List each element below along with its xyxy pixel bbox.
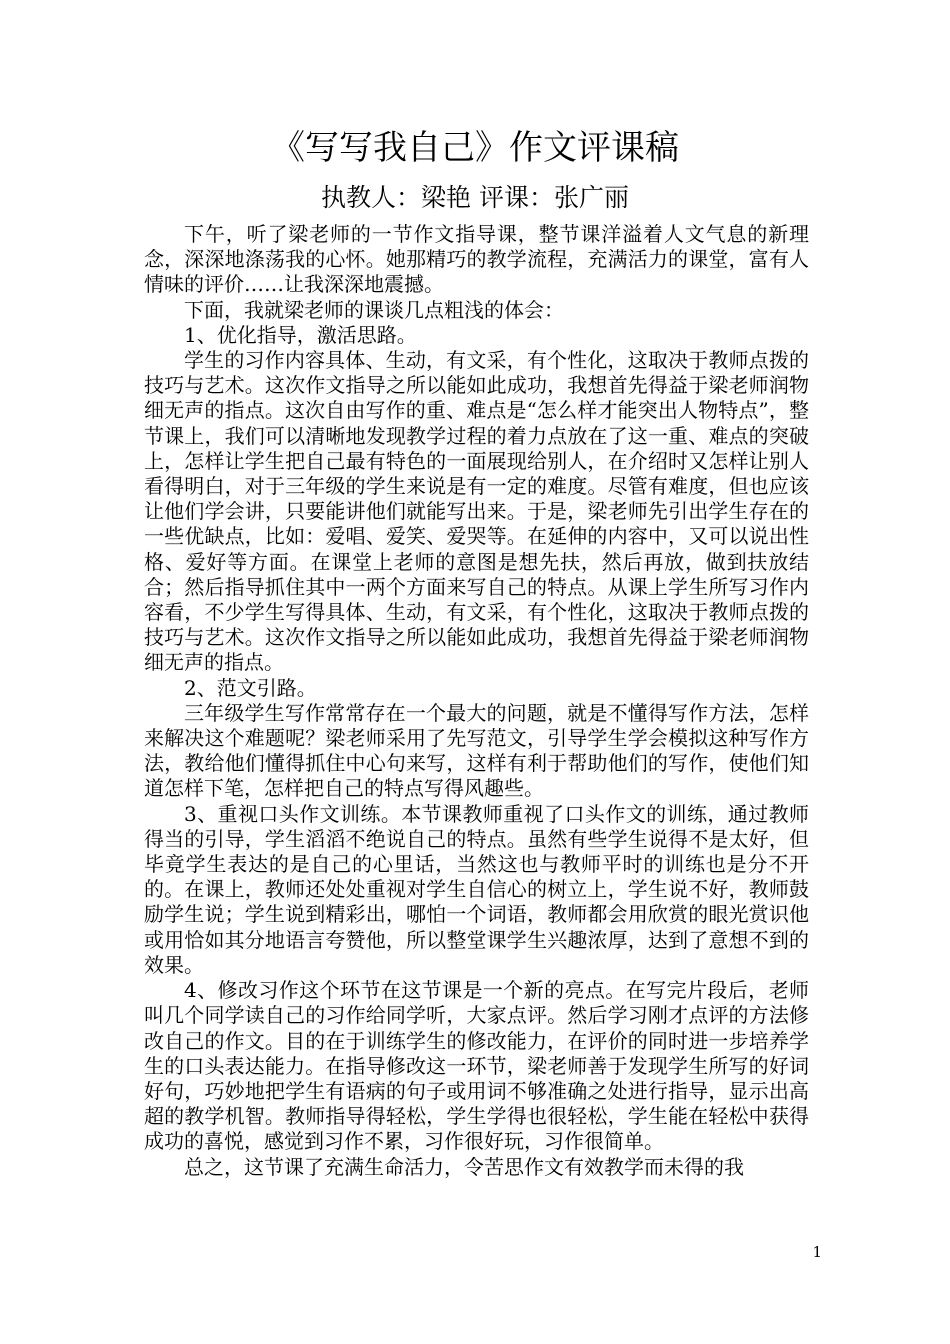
paragraph-lead: 下面，我就梁老师的课谈几点粗浅的体会： (184, 297, 564, 322)
document-body (144, 222, 809, 1180)
paragraph-section-4: 4、修改习作这个环节在这节课是一个新的亮点。在写完片段后，老师叫几个同学读自己的习作给同学听，大家点评。然后学习刚才点评的方法修改自己的作文。目的在于训练学生的修改能力，在评价的同时进一步培养学生的口头表达能力。在指导修改这一环节，梁老师善于发现学生所写的好词好句，巧妙地把学生有语病的句子或用词不够准确之处进行指导，显示出高超的教学机智。教师指导得轻松，学生学得也很轻松，学生能在轻松中获得成功的喜悦，感觉到习作不累，习作很好玩，习作很简单。 (144, 978, 809, 1154)
paragraph-conclusion: 总之，这节课了充满生命活力，令苦思作文有效教学而未得的我 (184, 1154, 744, 1179)
paragraph-intro: 下午，听了梁老师的一节作文指导课，整节课洋溢着人文气息的新理念，深深地涤荡我的心怀。她那精巧的教学流程，充满活力的课堂，富有人情味的评价……让我深深地震撼。 (144, 222, 809, 297)
section-heading-2: 2、范文引路。 (184, 675, 317, 700)
document-subtitle: 执教人：梁艳 评课：张广丽 (321, 183, 629, 212)
page-number: 1 (812, 1243, 822, 1261)
document-title: 《写写我自己》作文评课稿 (271, 128, 679, 168)
section-heading-1: 1、优化指导，激活思路。 (184, 322, 417, 347)
paragraph-section-1: 学生的习作内容具体、生动，有文采，有个性化，这取决于教师点拨的技巧与艺术。这次作文指导之所以能如此成功，我想首先得益于梁老师润物细无声的指点。这次自由写作的重、难点是“怎么样才能突出人物特点”，整节课上，我们可以清晰地发现教学过程的着力点放在了这一重、难点的突破上，怎样让学生把自己最有特色的一面展现给别人，在介绍时又怎样让别人看得明白，对于三年级的学生来说是有一定的难度。尽管有难度，但也应该让他们学会讲，只要能讲他们就能写出来。于是，梁老师先引出学生存在的一些优缺点，比如：爱唱、爱笑、爱哭等。在延伸的内容中，又可以说出性格、爱好等方面。在课堂上老师的意图是想先扶，然后再放，做到扶放结合；然后指导抓住其中一两个方面来写自己的特点。从课上学生所写习作内容看，不少学生写得具体、生动，有文采，有个性化，这取决于教师点拨的技巧与艺术。这次作文指导之所以能如此成功，我想首先得益于梁老师润物细无声的指点。 (144, 348, 809, 675)
paragraph-section-3: 3、重视口头作文训练。本节课教师重视了口头作文的训练，通过教师得当的引导，学生滔滔不绝说自己的特点。虽然有些学生说得不是太好，但毕竟学生表达的是自己的心里话，当然这也与教师平时的训练也是分不开的。在课上，教师还处处重视对学生自信心的树立上，学生说不好，教师鼓励学生说；学生说到精彩出，哪怕一个词语，教师都会用欣赏的眼光赏识他或用恰如其分地语言夸赞他，所以整堂课学生兴趣浓厚，达到了意想不到的效果。 (144, 801, 809, 977)
paragraph-section-2: 三年级学生写作常常存在一个最大的问题，就是不懂得写作方法，怎样来解决这个难题呢？梁老师采用了先写范文，引导学生学会模拟这种写作方法，教给他们懂得抓住中心句来写，这样有利于帮助他们的写作，使他们知道怎样下笔，怎样把自己的特点写得风趣些。 (144, 700, 809, 801)
